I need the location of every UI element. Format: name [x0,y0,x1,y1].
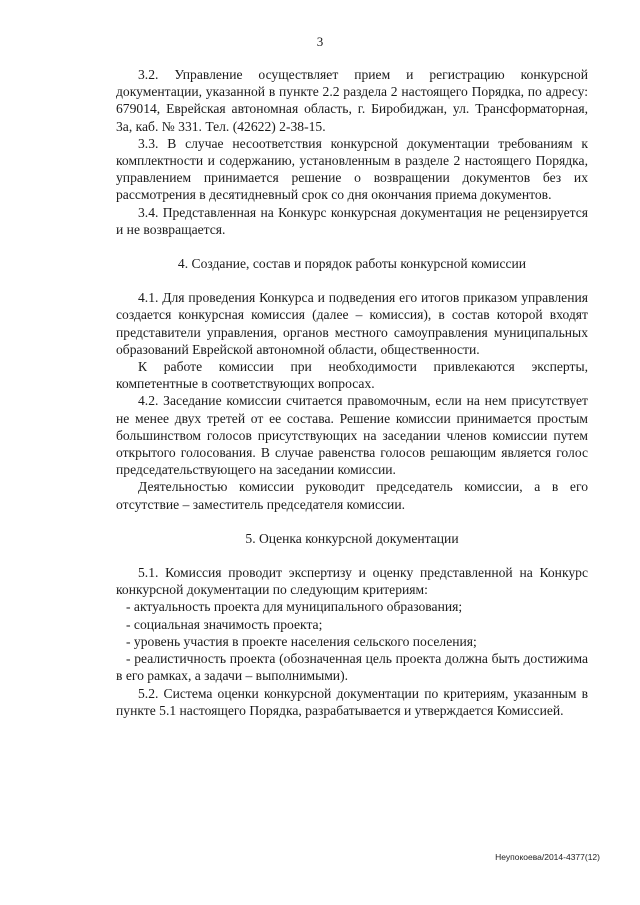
paragraph-5-1: 5.1. Комиссия проводит экспертизу и оценку представленной на Конкурс конкурсной документации по следующим критериям: [116,565,588,598]
page-number: 3 [316,34,324,49]
section-heading-4: 4. Создание, состав и порядок работы конкурсной комиссии [177,256,527,272]
paragraph-3-3: 3.3. В случае несоответствия конкурсной документации требованиям к комплектности и содержанию, установленным в разделе 2 настоящего Порядка, управлением принимается решение о возвращении документов без их рассмотрения в десятидневный срок со дня окончания приема документов. [116,135,588,203]
paragraph-chairman: Деятельностью комиссии руководит председатель комиссии, а в его отсутствие – заместитель председателя комиссии. [116,479,588,512]
section-heading-5: 5. Оценка конкурсной документации [245,530,459,546]
paragraph-4-2: 4.2. Заседание комиссии считается правомочным, если на нем присутствует не менее двух третей от ее состава. Решение комиссии принимается простым большинством голосов присутствующих на заседании членов комиссии путем открытого голосования. В случае равенства голосов решающим является голос председательствующего на заседании комиссии. [116,393,588,478]
paragraph-4-1: 4.1. Для проведения Конкурса и подведения его итогов приказом управления создается конкурсная комиссия (далее – комиссия), в состав которой входят представители управления, органов местного самоуправления муниципальных образований Еврейской автономной области, общественности. [116,290,588,357]
criteria-item: - уровень участия в проекте населения сельского поселения; [126,633,477,649]
paragraph-5-2: 5.2. Система оценки конкурсной документации по критериям, указанным в пункте 5.1 настоящего Порядка, разрабатывается и утверждается Комиссией. [116,685,588,718]
criteria-item: - социальная значимость проекта; [126,616,323,632]
criteria-item: - актуальность проекта для муниципального образования; [126,599,463,615]
criteria-item: - реалистичность проекта (обозначенная цель проекта должна быть достижима в его рамках, а задачи – выполнимыми). [116,651,588,684]
paragraph-3-4: 3.4. Представленная на Конкурс конкурсная документация не рецензируется и не возвращается. [116,204,588,237]
paragraph-experts: К работе комиссии при необходимости привлекаются эксперты, компетентные в соответствующих вопросах. [116,359,588,392]
footer-reference: Неупокоева/2014-4377(12) [495,852,600,862]
paragraph-3-2: 3.2. Управление осуществляет прием и регистрацию конкурсной документации, указанной в пункте 2.2 раздела 2 настоящего Порядка, по адресу: 679014, Еврейская автономная область, г. Биробиджан, ул. Трансформаторная, 3а, каб. № 331. Тел. (42622) 2-38-15. [116,67,588,134]
document-body [116,66,588,719]
